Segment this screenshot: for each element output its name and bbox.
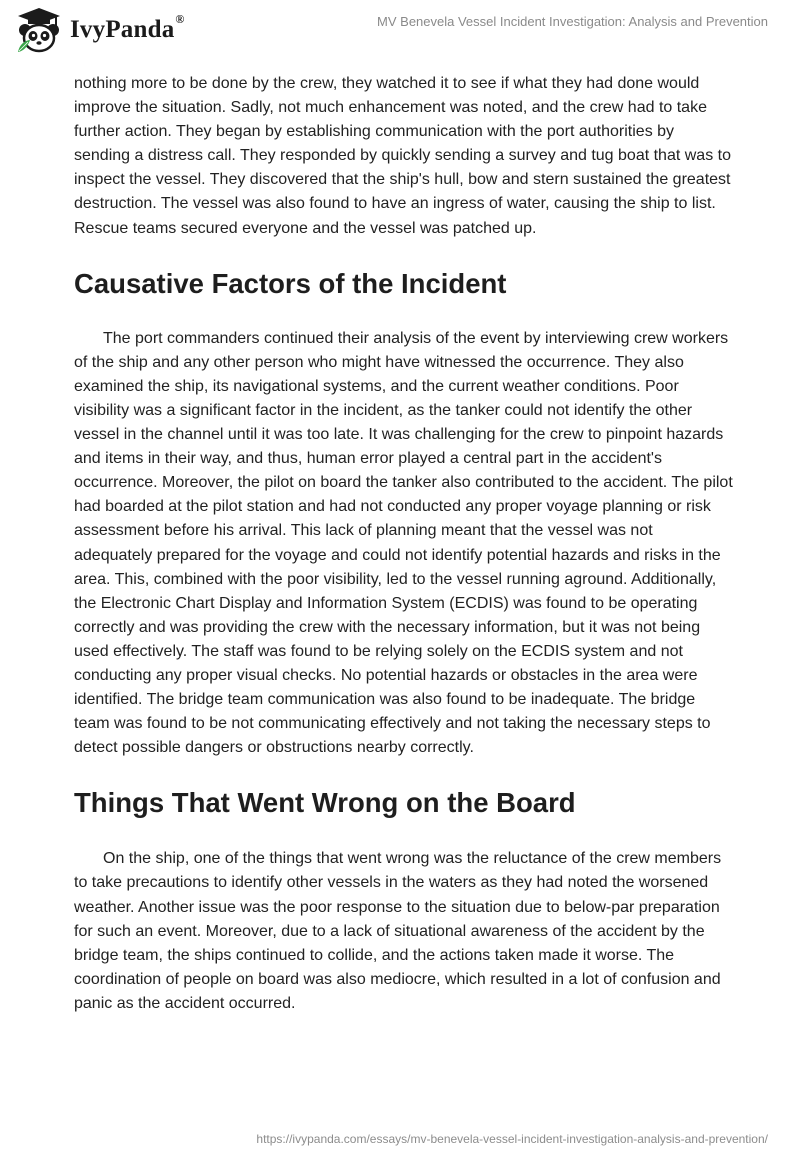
ivypanda-logo[interactable]: [14, 6, 185, 54]
essay-content: [74, 72, 734, 1016]
page-header: [0, 0, 800, 62]
section-heading-things-went-wrong: Things That Went Wrong on the Board: [74, 787, 576, 819]
brand-name: [70, 12, 185, 44]
brand-name-text: IvyPanda: [70, 16, 175, 43]
document-title: MV Benevela Vessel Incident Investigation: Analysis and Prevention: [377, 14, 768, 29]
panda-graduate-icon: [14, 6, 64, 54]
section-heading-causative-factors: Causative Factors of the Incident: [74, 267, 507, 299]
intro-paragraph: nothing more to be done by the crew, they watched it to see if what they had done would improve the situation. Sadly, not much enhancement was noted, and the crew had to take further action. They began by establishing communication with the port authorities by sending a distress call. They responded by quickly sending a survey and tug boat that was to inspect the vessel. They discovered that the ship's hull, bow and stern sustained the greatest destruction. The vessel was also found to have an ingress of water, causing the ship to list. Rescue teams secured everyone and the vessel was patched up.: [74, 75, 731, 237]
registered-mark: ®: [175, 12, 185, 26]
source-url[interactable]: https://ivypanda.com/essays/mv-benevela-vessel-incident-investigation-analysis-and-prevention/: [256, 1132, 768, 1146]
things-went-wrong-paragraph: On the ship, one of the things that went wrong was the reluctance of the crew members to take precautions to identify other vessels in the waters as they had noted the worsened weather. Another issue was the poor response to the situation due to below-par preparation for such an event. Moreover, due to a lack of situational awareness of the accident by the bridge team, the ships continued to collide, and the actions taken made it worse. The coordination of people on board was also mediocre, which resulted in a lot of confusion and panic as the accident occurred.: [74, 850, 722, 1012]
causative-factors-paragraph: The port commanders continued their analysis of the event by interviewing crew workers of the ship and any other person who might have witnessed the occurrence. They also examined the ship, its navigational systems, and the current weather conditions. Poor visibility was a significant factor in the incident, as the tanker could not identify the other vessel in the channel until it was too late. It was challenging for the crew to pinpoint hazards and items in their way, and thus, human error played a central part in the accident's occurrence. Moreover, the pilot on board the tanker also contributed to the accident. The pilot had boarded at the pilot station and had not conducted any proper voyage planning or risk assessment before his arrival. This lack of planning meant that the vessel was not adequately prepared for the voyage and could not identify potential hazards and risks in the area. This, combined with the poor visibility, led to the vessel running aground. Additionally, the Electronic Chart Display and Information System (ECDIS) was found to be operating correctly and was providing the crew with the necessary information, but it was not being used effectively. The staff was found to be relying solely on the ECDIS system and not conducting any proper visual checks. No potential hazards or obstacles in the area were identified. The bridge team communication was also found to be inadequate. The bridge team was found to be not communicating effectively and not taking the necessary steps to detect possible dangers or obstructions nearby correctly.: [74, 329, 733, 757]
